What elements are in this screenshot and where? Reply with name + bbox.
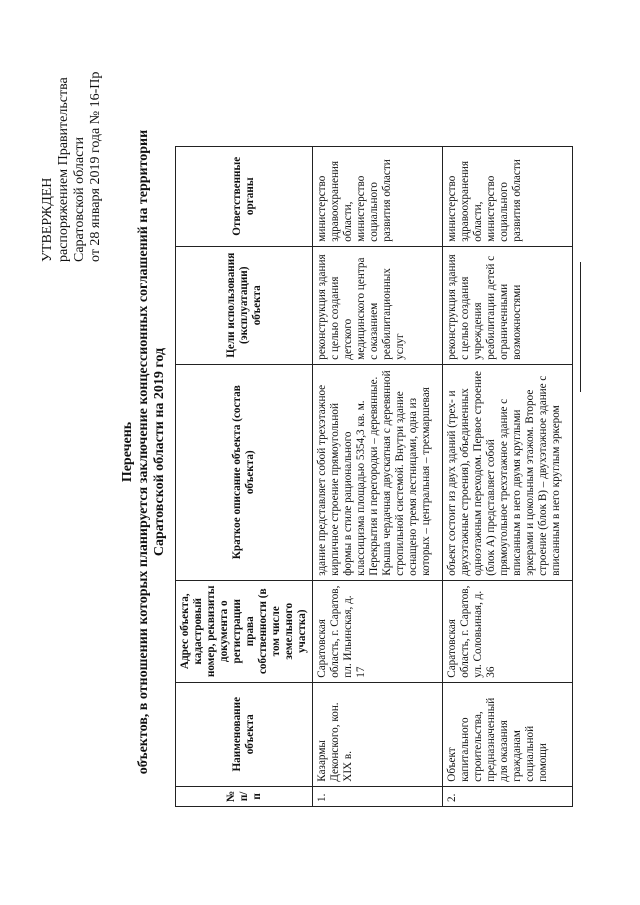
heading-line: объектов, в отношении которых планируется заключение концессионных соглашений на территории [136,129,151,775]
cell-num: 1. [313,786,443,806]
cell-name: Казармы Деконского, кон. XIX в. [313,682,443,786]
approval-line: УТВЕРЖДЕН [40,177,55,262]
cell-description: объект состоит из двух зданий (трех- и двухэтажные строения), объединенных одноэтажным переходом. Первое строение (блок А) представляет собой прямоугольное трехэтажное здание с вписанным в него двумя круглыми эркерами и цокольным этажом. Второе строение (блок В) – двухэтажное здание с вписанным в него круглым эркером [443,364,573,580]
header-description: Краткое описание объекта (состав объекта) [176,364,313,580]
cell-num: 2. [443,786,573,806]
heading-line: Саратовской области на 2019 год [152,347,167,557]
approval-stamp [40,32,104,262]
header-address: Адрес объекта, кадастровый номер, реквизиты документа о регистрации права собственности (в том числе земельного участка) [176,580,313,682]
cell-purpose: реконструкция здания с целью создания детского медицинского центра с оказанием реабилитационных услуг [313,246,443,364]
table-header-row [176,146,313,806]
cell-organ: министерство здравоохранения области, министерство социального развития области [313,146,443,246]
cell-address: Саратовская область, г. Саратов, ул. Соловьиная, д. 36 [443,580,573,682]
footer-divider [580,262,581,392]
header-organ: Ответственные органы [176,146,313,246]
header-purpose: Цели использования (эксплуатации) объекта [176,246,313,364]
table-row [443,146,573,806]
approval-line: Саратовской области [72,137,87,262]
approval-line: распоряжением Правительства [56,77,71,262]
cell-description: здание представляет собой трехэтажное кирпичное строение прямоугольной формы в стиле рационального классицизма площадью 5354,3 кв. м. Перекрытия и перегородки – деревянные. Крыша чердачная двускатная с деревянной стропильной системой. Внутри здание оснащено тремя лестницами, одна из которых – центральная – трехмаршевая [313,364,443,580]
cell-purpose: реконструкция здания с целью создания учреждения реабилитации детей с ограниченными возможностями [443,246,573,364]
cell-address: Саратовская область, г. Саратов, пл. Ильинская, д. 17 [313,580,443,682]
header-num: № п/п [176,786,313,806]
heading-title: Перечень [120,421,135,483]
rotated-sheet [20,22,620,882]
header-name: Наименование объекта [176,682,313,786]
cell-name: Объект капитального строительства, предназначенный для оказания гражданам социальной помощи [443,682,573,786]
objects-table [175,146,573,807]
document-heading [120,22,168,882]
table-row [313,146,443,806]
cell-organ: министерство здравоохранения области, министерство социального развития области [443,146,573,246]
approval-line: от 28 января 2019 года № 16-Пр [88,71,103,262]
